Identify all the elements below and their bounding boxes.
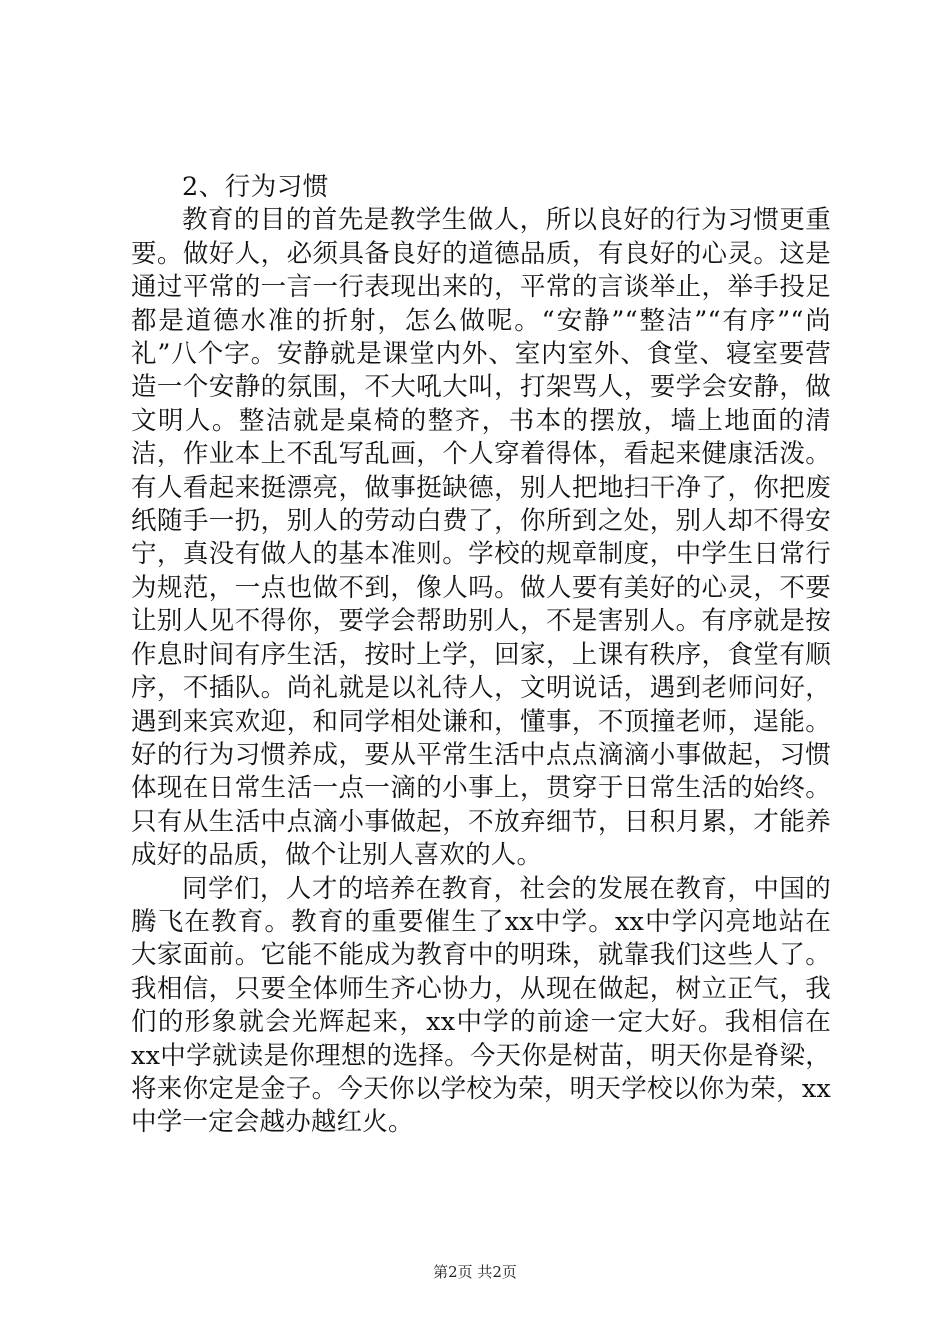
paragraph-behavior-habits: 教育的目的首先是教学生做人，所以良好的行为习惯更重要。做好人，必须具备良好的道德品质，有良好的心灵。这是通过平常的一言一行表现出来的，平常的言谈举止，举手投足都是道德水准的折射，怎么做呢。“安静”“整洁”“有序”“尚礼”八个字。安静就是课堂内外、室内室外、食堂、寝室要营造一个安静的氛围，不大吼大叫，打架骂人，要学会安静，做文明人。整洁就是桌椅的整齐，书本的摆放，墙上地面的清洁，作业本上不乱写乱画，个人穿着得体，看起来健康活泼。有人看起来挺漂亮，做事挺缺德，别人把地扫干净了，你把废纸随手一扔，别人的劳动白费了，你所到之处，别人却不得安宁，真没有做人的基本准则。学校的规章制度，中学生日常行为规范，一点也做不到，像人吗。做人要有美好的心灵，不要让别人见不得你，要学会帮助别人，不是害别人。有序就是按作息时间有序生活，按时上学，回家，上课有秩序，食堂有顺序，不插队。尚礼就是以礼待人，文明说话，遇到老师问好，遇到来宾欢迎，和同学相处谦和，懂事，不顶撞老师，逞能。好的行为习惯养成，要从平常生活中点点滴滴小事做起，习惯体现在日常生活一点一滴的小事上，贯穿于日常生活的始终。只有从生活中点滴小事做起，不放弃细节，日积月累，才能养成好的品质，做个让别人喜欢的人。: [131, 205, 831, 871]
paragraph-closing: 同学们，人才的培养在教育，社会的发展在教育，中国的腾飞在教育。教育的重要催生了xx中学。xx中学闪亮地站在大家面前。它能不能成为教育中的明珠，就靠我们这些人了。我相信，只要全体师生齐心协力，从现在做起，树立正气，我们的形象就会光辉起来，xx中学的前途一定大好。我相信在xx中学就读是你理想的选择。今天你是树苗，明天你是脊梁，将来你定是金子。今天你以学校为荣，明天学校以你为荣，xx中学一定会越办越红火。: [131, 873, 831, 1138]
section-heading: 2、行为习惯: [182, 172, 329, 202]
page-footer: 第2页 共2页: [433, 1263, 517, 1281]
document-body: [131, 171, 831, 1140]
